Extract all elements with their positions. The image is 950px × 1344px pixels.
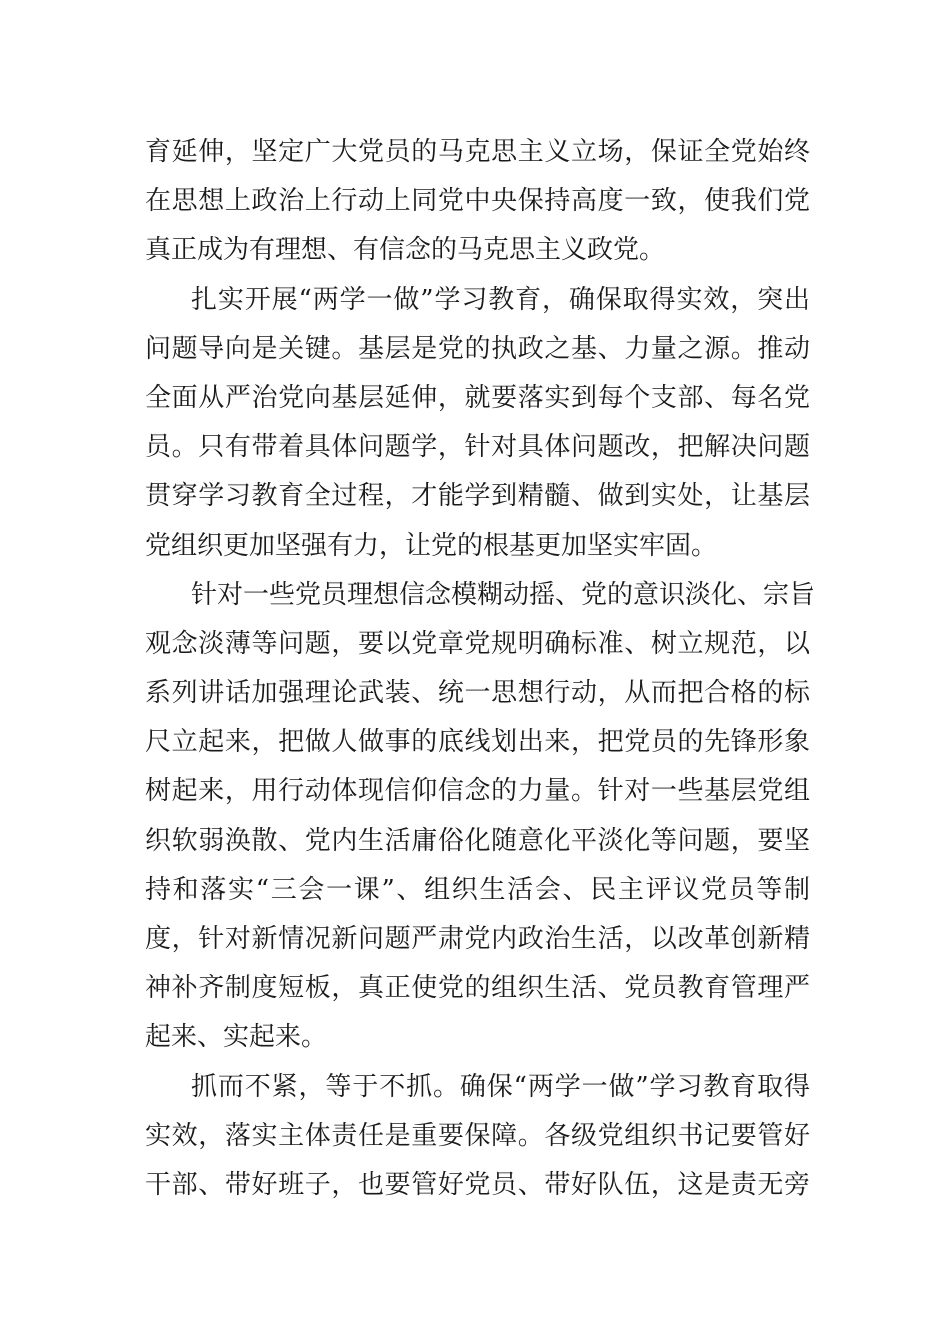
text-line: 抓而不紧，等于不抓。确保“两学一做”学习教育取得 bbox=[191, 1071, 810, 1102]
paragraph-1 bbox=[145, 128, 810, 276]
text-line: 树起来，用行动体现信仰信念的力量。针对一些基层党组 bbox=[145, 776, 810, 807]
text-line: 真正成为有理想、有信念的马克思主义政党。 bbox=[145, 235, 666, 266]
text-line: 实效，落实主体责任是重要保障。各级党组织书记要管好 bbox=[145, 1120, 810, 1151]
text-line: 扎实开展“两学一做”学习教育，确保取得实效，突出 bbox=[191, 284, 810, 315]
text-line: 织软弱涣散、党内生活庸俗化随意化平淡化等问题，要坚 bbox=[145, 825, 810, 856]
text-line: 党组织更加坚强有力，让党的根基更加坚实牢固。 bbox=[145, 530, 718, 561]
text-line: 持和落实“三会一课”、组织生活会、民主评议党员等制 bbox=[145, 874, 810, 905]
text-line: 在思想上政治上行动上同党中央保持高度一致，使我们党 bbox=[145, 186, 810, 217]
text-line: 神补齐制度短板，真正使党的组织生活、党员教育管理严 bbox=[145, 973, 810, 1004]
text-line: 员。只有带着具体问题学，针对具体问题改，把解决问题 bbox=[145, 432, 810, 463]
text-line: 观念淡薄等问题，要以党章党规明确标准、树立规范，以 bbox=[145, 628, 810, 659]
paragraph-4 bbox=[145, 1063, 810, 1211]
text-line: 育延伸，坚定广大党员的马克思主义立场，保证全党始终 bbox=[145, 137, 810, 167]
text-line: 全面从严治党向基层延伸，就要落实到每个支部、每名党 bbox=[145, 382, 810, 413]
text-line: 起来、实起来。 bbox=[145, 1022, 328, 1053]
text-line: 尺立起来，把做人做事的底线划出来，把党员的先锋形象 bbox=[145, 727, 810, 758]
text-line: 系列讲话加强理论武装、统一思想行动，从而把合格的标 bbox=[145, 678, 810, 709]
text-line: 度，针对新情况新问题严肃党内政治生活，以改革创新精 bbox=[145, 924, 810, 954]
text-line: 针对一些党员理想信念模糊动摇、党的意识淡化、宗旨 bbox=[191, 579, 816, 610]
document-body bbox=[145, 128, 816, 1210]
paragraph-2 bbox=[145, 276, 810, 571]
paragraph-3 bbox=[145, 571, 816, 1063]
text-line: 贯穿学习教育全过程，才能学到精髓、做到实处，让基层 bbox=[145, 481, 810, 512]
text-line: 问题导向是关键。基层是党的执政之基、力量之源。推动 bbox=[145, 333, 810, 364]
text-line: 干部、带好班子，也要管好党员、带好队伍，这是责无旁 bbox=[145, 1169, 810, 1200]
